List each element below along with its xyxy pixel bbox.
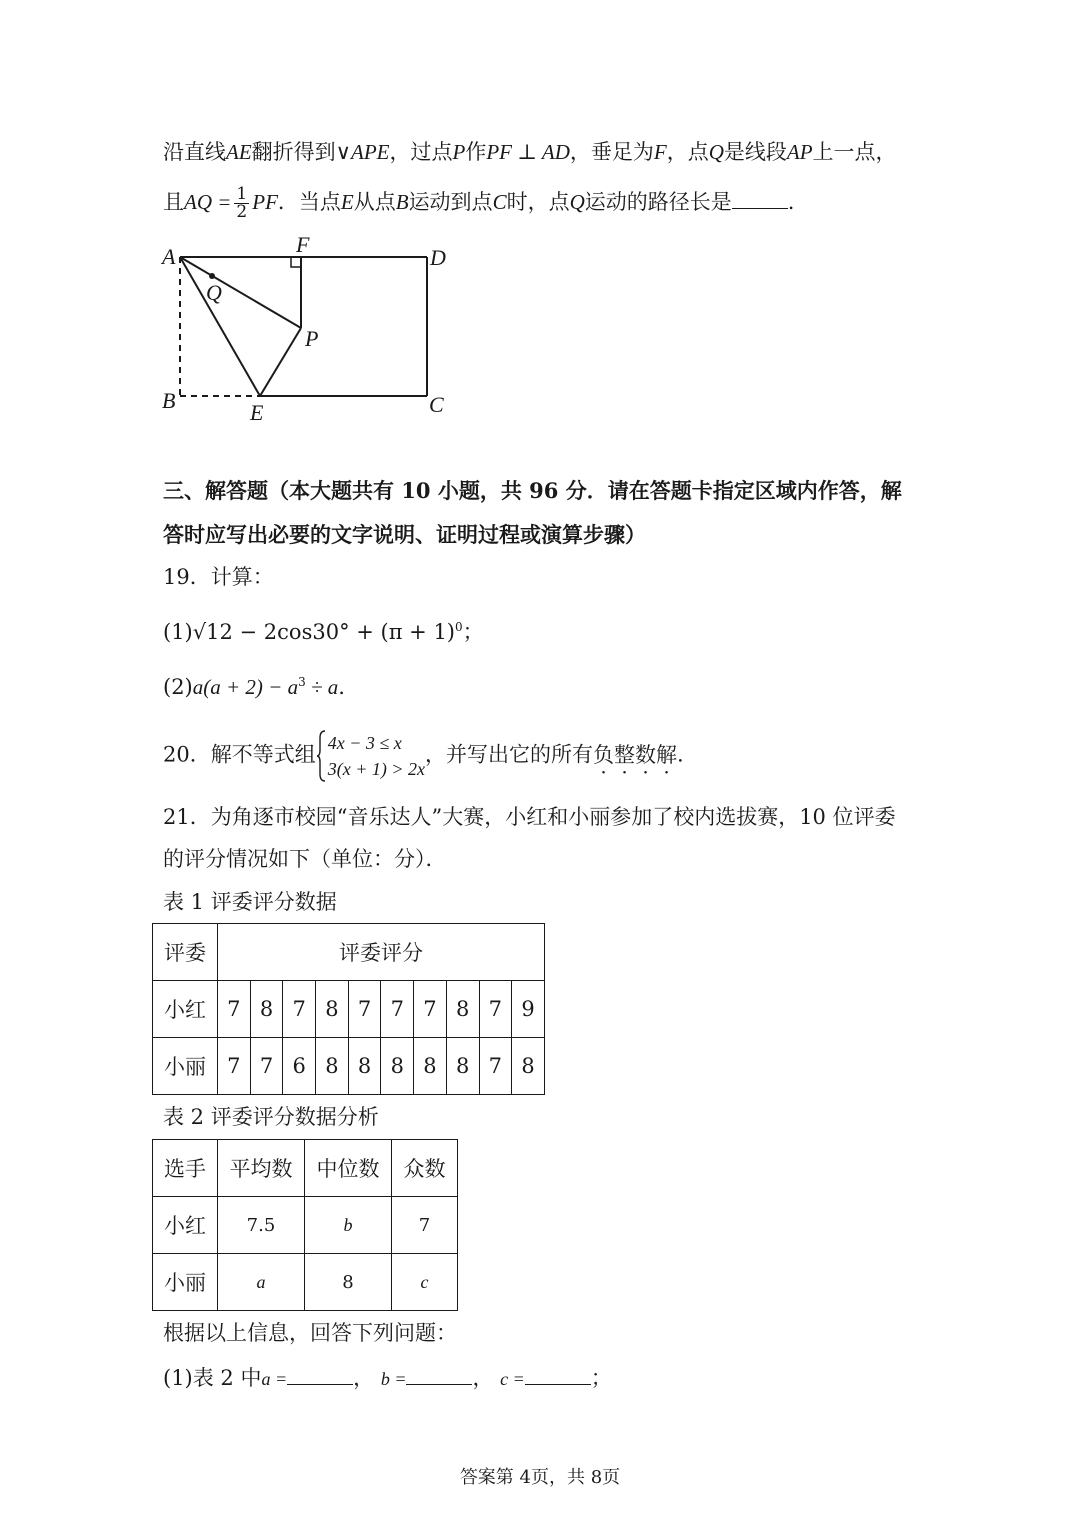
q19-title: 19．计算：	[163, 565, 274, 589]
text: 沿直线	[163, 140, 226, 164]
table-cell: 7	[392, 1197, 458, 1254]
table-cell: 8	[250, 981, 283, 1038]
answer-blank-b	[406, 1362, 472, 1385]
table-cell: 7	[381, 981, 414, 1038]
q19-part1	[163, 612, 484, 647]
answer-blank	[732, 186, 788, 209]
table-cell: 8	[316, 1038, 349, 1095]
point-q	[209, 273, 215, 279]
table-cell: 7.5	[218, 1197, 305, 1254]
math: b =	[380, 1369, 407, 1389]
table-row	[153, 1038, 545, 1095]
table-header-row	[153, 924, 545, 981]
label-p: P	[305, 326, 319, 351]
math: P	[452, 140, 466, 164]
exponent: 3	[298, 675, 306, 689]
q21-ask: 根据以上信息，回答下列问题：	[163, 1321, 457, 1345]
text: 运动到点	[408, 190, 493, 214]
table-cell: 8	[446, 981, 479, 1038]
table-cell: 7	[414, 981, 447, 1038]
label-d: D	[430, 245, 446, 270]
text: 作	[465, 140, 487, 164]
table-cell: 小丽	[153, 1254, 218, 1311]
table-cell: 9	[512, 981, 545, 1038]
section-heading-cont: 答时应写出必要的文字说明、证明过程或演算步骤）	[163, 522, 646, 547]
math: E	[340, 190, 354, 214]
table-header: 平均数	[218, 1140, 305, 1197]
table2-caption: 表 2 评委评分数据分析	[163, 1105, 379, 1129]
text: 从点	[353, 190, 396, 214]
text: 上一点，	[812, 140, 897, 164]
table-cell: 7	[250, 1038, 283, 1095]
table-cell: 7	[348, 981, 381, 1038]
table-cell: a	[218, 1254, 305, 1311]
fraction	[234, 186, 249, 221]
problem-text-line-1	[163, 137, 897, 167]
answer-blank-a	[287, 1362, 353, 1385]
table-cell: 8	[305, 1254, 392, 1311]
emphasis-char: 解	[656, 742, 677, 767]
table-cell: c	[392, 1254, 458, 1311]
table-cell: 7	[218, 981, 251, 1038]
right-angle-mark	[291, 257, 301, 267]
text: 20．解不等式组	[163, 742, 316, 767]
table-cell: 6	[283, 1038, 316, 1095]
math: Q	[708, 140, 724, 164]
page-footer: 答案第 4页，共 8页	[459, 1467, 621, 1488]
table-header: 评委	[153, 924, 218, 981]
table-cell: 7	[479, 1038, 512, 1095]
text: .	[338, 675, 345, 699]
text: .	[787, 190, 795, 214]
text: 翻折得到	[251, 140, 336, 164]
emphasis-char: 数	[635, 742, 656, 767]
label-b: B	[162, 388, 176, 413]
math: B	[395, 190, 409, 214]
table-row	[153, 1254, 458, 1311]
table-cell: 小红	[153, 1197, 218, 1254]
table-cell: 8	[414, 1038, 447, 1095]
geometry-figure	[150, 228, 470, 428]
brace-icon	[316, 730, 326, 782]
q21-line-1: 21．为角逐市校园“音乐达人”大赛，小红和小丽参加了校内选拔赛，10 位评委	[163, 805, 896, 829]
table-cell: 小丽	[153, 1038, 218, 1095]
text: ；	[590, 1366, 612, 1390]
label-a: A	[162, 244, 176, 269]
text: .	[677, 742, 684, 767]
table-2	[152, 1139, 458, 1311]
segment-ae	[180, 257, 260, 396]
table-cell: 8	[381, 1038, 414, 1095]
inequality-1: 4x − 3 ≤ x	[327, 733, 402, 753]
text: ，垂足为	[569, 140, 654, 164]
table-cell: 7	[283, 981, 316, 1038]
table-1	[152, 923, 545, 1095]
segment-ap	[180, 257, 301, 328]
math: a(a + 2) − a	[192, 675, 299, 699]
table-cell: 7	[479, 981, 512, 1038]
table-cell: 8	[446, 1038, 479, 1095]
table-cell: 8	[348, 1038, 381, 1095]
q20	[163, 730, 684, 782]
math: c =	[500, 1369, 525, 1389]
text: ．当点	[277, 190, 341, 214]
math: ∨APE	[335, 140, 390, 164]
inequality-system	[316, 730, 425, 782]
math: AQ =	[184, 190, 232, 214]
exponent: 0	[455, 620, 463, 634]
q21-part1: (1)表 2 中a = ， b = ， c = ；	[163, 1362, 612, 1394]
part-label: (2)	[163, 675, 193, 699]
math: ÷ a	[305, 675, 339, 699]
math: PF	[252, 190, 278, 214]
table-cell: 8	[512, 1038, 545, 1095]
table-header: 评委评分	[218, 924, 545, 981]
inequality-2: 3(x + 1) > 2x	[327, 759, 425, 779]
math: AE	[226, 140, 252, 164]
table-cell: 8	[316, 981, 349, 1038]
text: ，点	[666, 140, 709, 164]
text: 运动的路径长是	[584, 190, 732, 214]
table1-caption: 表 1 评委评分数据	[163, 890, 337, 914]
table-header: 众数	[392, 1140, 458, 1197]
table-row	[153, 981, 545, 1038]
table-cell: b	[305, 1197, 392, 1254]
part-label: (1)	[163, 620, 193, 644]
table-header: 中位数	[305, 1140, 392, 1197]
label-f: F	[296, 232, 310, 257]
label-e: E	[250, 400, 264, 425]
table-row	[153, 1197, 458, 1254]
emphasis-char: 整	[614, 742, 635, 767]
math: √12 − 2cos30° + (π + 1)	[192, 620, 456, 644]
part-label: (1)表 2 中	[163, 1366, 262, 1390]
table-cell: 小红	[153, 981, 218, 1038]
text: 时，点	[506, 190, 570, 214]
label-c: C	[429, 392, 444, 417]
section-heading: 三、解答题（本大题共有 10 小题，共 96 分．请在答题卡指定区域内作答，解	[163, 478, 902, 503]
emphasis-char: 负	[593, 742, 614, 767]
table-header: 选手	[153, 1140, 218, 1197]
math: C	[492, 190, 507, 214]
table-header-row	[153, 1140, 458, 1197]
math: Q	[569, 190, 585, 214]
label-q: Q	[206, 280, 222, 305]
math: a =	[261, 1369, 288, 1389]
segment-pe	[260, 328, 301, 396]
text: 且	[163, 190, 184, 214]
table-cell: 7	[218, 1038, 251, 1095]
text: ，过点	[389, 140, 453, 164]
q19-part2	[163, 667, 345, 702]
math: AP	[786, 140, 813, 164]
q21-line-2: 的评分情况如下（单位：分）．	[163, 847, 447, 871]
text: 是线段	[723, 140, 787, 164]
text: ，并写出它的所有	[425, 742, 593, 767]
answer-blank-c	[525, 1362, 591, 1385]
numerator: 1	[236, 184, 248, 204]
problem-text-line-2	[163, 186, 794, 221]
math: PF ⊥ AD	[486, 140, 570, 164]
denominator: 2	[236, 202, 248, 222]
math: F	[653, 140, 667, 164]
text: ；	[462, 620, 484, 644]
